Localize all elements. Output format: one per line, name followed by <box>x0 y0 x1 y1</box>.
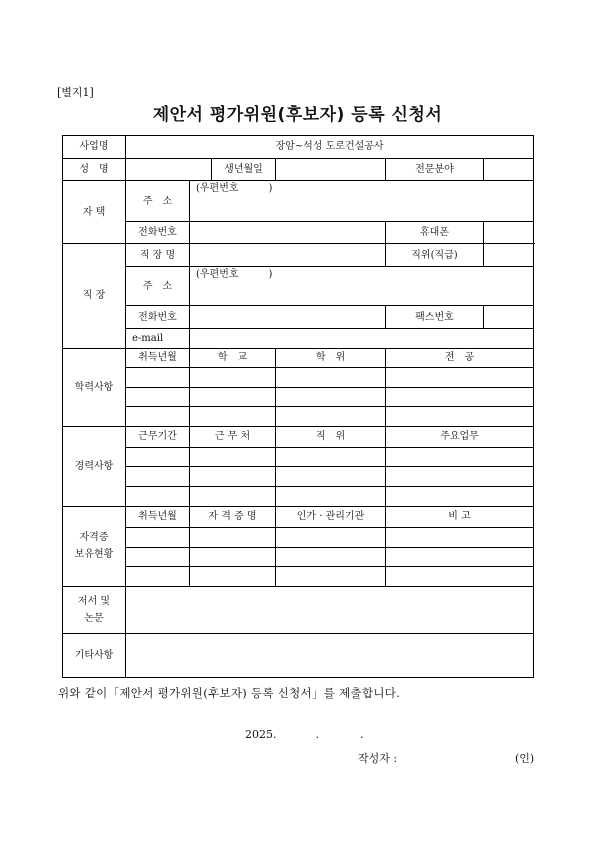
fax-field[interactable] <box>484 306 534 329</box>
education-cell[interactable] <box>126 387 190 407</box>
publications-label-line2: 논문 <box>84 613 104 625</box>
certificate-cell[interactable] <box>386 567 534 587</box>
career-cell[interactable] <box>386 486 534 506</box>
education-row <box>63 407 534 427</box>
date-line <box>245 728 364 741</box>
project-label: 사업명 <box>63 136 126 159</box>
birth-field[interactable] <box>276 158 386 181</box>
career-row <box>63 447 534 467</box>
name-row <box>63 158 534 181</box>
home-address-field[interactable] <box>190 181 534 221</box>
career-cell[interactable] <box>386 447 534 467</box>
specialty-label: 전문분야 <box>386 158 484 181</box>
home-phone-label: 전화번호 <box>126 221 190 244</box>
education-col-major: 전 공 <box>386 348 534 368</box>
others-label: 기타사항 <box>63 634 126 678</box>
certificate-cell[interactable] <box>386 528 534 548</box>
work-postcode-hint: (우편번호 ) <box>196 269 273 281</box>
project-value: 장암~석성 도로건설공사 <box>126 136 534 159</box>
education-cell[interactable] <box>190 387 276 407</box>
education-col-school: 학 교 <box>190 348 276 368</box>
email-row <box>63 328 534 348</box>
email-field[interactable] <box>190 328 534 348</box>
name-label: 성 명 <box>63 158 126 181</box>
certificate-cell[interactable] <box>386 547 534 567</box>
certificate-col-agency: 인가 · 관리기관 <box>276 506 386 528</box>
career-cell[interactable] <box>276 486 386 506</box>
career-cell[interactable] <box>386 467 534 487</box>
certificate-cell[interactable] <box>126 528 190 548</box>
project-row <box>63 136 534 159</box>
date-month-dot: . <box>315 728 319 741</box>
career-row <box>63 486 534 506</box>
publications-field[interactable] <box>126 587 534 634</box>
certificate-cell[interactable] <box>276 567 386 587</box>
education-col-degree: 학 위 <box>276 348 386 368</box>
work-label: 직 장 <box>63 244 126 348</box>
career-cell[interactable] <box>190 447 276 467</box>
career-col-workplace: 근 무 처 <box>190 427 276 448</box>
certificate-row <box>63 547 534 567</box>
certificate-row <box>63 528 534 548</box>
education-cell[interactable] <box>386 387 534 407</box>
education-cell[interactable] <box>386 368 534 388</box>
date-year: 2025. <box>245 728 277 741</box>
page-title: 제안서 평가위원(후보자) 등록 신청서 <box>152 105 443 125</box>
others-row <box>63 634 534 678</box>
position-field[interactable] <box>484 244 534 267</box>
certificate-cell[interactable] <box>126 567 190 587</box>
certificate-cell[interactable] <box>276 528 386 548</box>
home-address-label: 주 소 <box>126 181 190 221</box>
seal-label: (인) <box>515 752 535 765</box>
education-row <box>63 387 534 407</box>
home-phone-field[interactable] <box>190 221 386 244</box>
others-field[interactable] <box>126 634 534 678</box>
education-cell[interactable] <box>126 407 190 427</box>
certificate-cell[interactable] <box>190 528 276 548</box>
education-cell[interactable] <box>276 387 386 407</box>
submission-statement: 위와 같이「제안서 평가위원(후보자) 등록 신청서」를 제출합니다. <box>58 686 401 700</box>
appendix-label: [별지1] <box>57 86 94 99</box>
date-day-dot: . <box>360 728 364 741</box>
workplace-field[interactable] <box>190 244 386 267</box>
career-header-row <box>63 427 534 448</box>
registration-form-table <box>62 135 534 678</box>
career-cell[interactable] <box>126 486 190 506</box>
publications-label-line1: 저서 및 <box>77 596 111 608</box>
certificate-label-line1: 자격증 <box>79 532 109 544</box>
career-label: 경력사항 <box>63 427 126 506</box>
email-label: e-mail <box>126 328 190 348</box>
mobile-field[interactable] <box>484 221 534 244</box>
certificate-row <box>63 567 534 587</box>
fax-label: 팩스번호 <box>386 306 484 329</box>
specialty-field[interactable] <box>484 158 534 181</box>
certificate-col-note: 비 고 <box>386 506 534 528</box>
certificate-col-name: 자 격 증 명 <box>190 506 276 528</box>
career-col-duty: 주요업무 <box>386 427 534 448</box>
certificate-cell[interactable] <box>276 547 386 567</box>
education-col-date: 취득년월 <box>126 348 190 368</box>
career-cell[interactable] <box>126 447 190 467</box>
education-cell[interactable] <box>126 368 190 388</box>
workplace-row <box>63 244 534 267</box>
certificate-cell[interactable] <box>190 567 276 587</box>
home-address-row <box>63 181 534 221</box>
education-cell[interactable] <box>276 407 386 427</box>
career-cell[interactable] <box>276 467 386 487</box>
career-cell[interactable] <box>190 486 276 506</box>
position-label: 직위(직급) <box>386 244 484 267</box>
certificate-label-line2: 보유현황 <box>74 549 114 561</box>
career-cell[interactable] <box>190 467 276 487</box>
home-phone-row <box>63 221 534 244</box>
career-col-period: 근무기간 <box>126 427 190 448</box>
career-col-position: 직 위 <box>276 427 386 448</box>
writer-label: 작성자 : <box>358 752 398 765</box>
home-label: 자 택 <box>63 181 126 244</box>
certificate-cell[interactable] <box>126 547 190 567</box>
certificate-col-date: 취득년월 <box>126 506 190 528</box>
certificate-label <box>63 506 126 587</box>
publications-row <box>63 587 534 634</box>
home-postcode-hint: (우편번호 ) <box>196 183 273 195</box>
mobile-label: 휴대폰 <box>386 221 484 244</box>
publications-label <box>63 587 126 634</box>
career-cell[interactable] <box>276 447 386 467</box>
education-label: 학력사항 <box>63 348 126 426</box>
education-cell[interactable] <box>190 368 276 388</box>
name-field[interactable] <box>126 158 212 181</box>
certificate-header-row <box>63 506 534 528</box>
education-row <box>63 368 534 388</box>
birth-label: 생년월일 <box>212 158 276 181</box>
work-address-field[interactable] <box>190 267 534 306</box>
work-phone-row <box>63 306 534 329</box>
work-phone-field[interactable] <box>190 306 386 329</box>
career-cell[interactable] <box>126 467 190 487</box>
education-cell[interactable] <box>190 407 276 427</box>
certificate-cell[interactable] <box>190 547 276 567</box>
work-address-label: 주 소 <box>126 267 190 306</box>
education-cell[interactable] <box>386 407 534 427</box>
education-header-row <box>63 348 534 368</box>
career-row <box>63 467 534 487</box>
education-cell[interactable] <box>276 368 386 388</box>
work-address-row <box>63 267 534 306</box>
work-phone-label: 전화번호 <box>126 306 190 329</box>
workplace-label: 직 장 명 <box>126 244 190 267</box>
